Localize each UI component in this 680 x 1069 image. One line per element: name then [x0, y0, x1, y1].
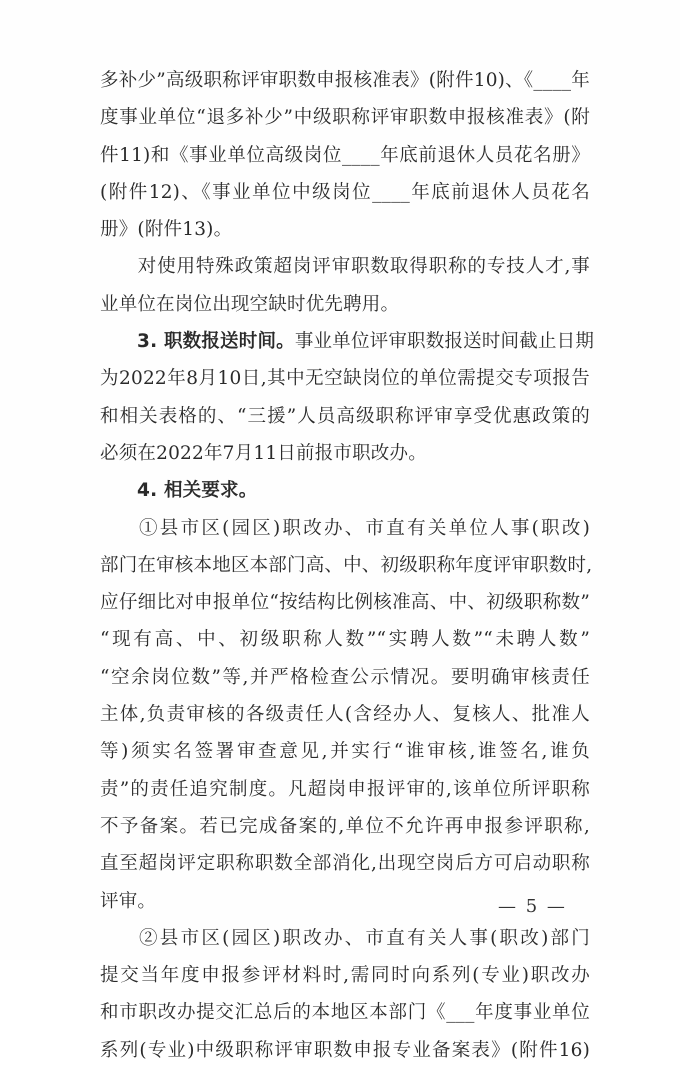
text-line — [100, 137, 590, 174]
line-text: 度事业单位“退多补少”中级职称评审职数申报核准表》(附 — [100, 107, 590, 129]
text-line — [100, 211, 590, 248]
line-text: ②县市区(园区)职改办、市直有关人事(职改)部门 — [137, 927, 591, 949]
line-text: 件11)和《事业单位高级岗位____年底前退休人员花名册》 — [100, 144, 590, 166]
line-text: 多补少”高级职称评审职数申报核准表》(附件10)、《____年 — [100, 70, 590, 91]
text-line — [100, 659, 590, 696]
line-text: 业单位在岗位出现空缺时优先聘用。 — [100, 293, 400, 315]
line-text: 主体,负责审核的各级责任人(含经办人、复核人、批准人 — [100, 704, 590, 726]
line-text: 对使用特殊政策超岗评审职数取得职称的专技人才,事 — [137, 256, 590, 278]
line-text: 系列(专业)中级职称评审职数申报专业备案表》(附件16) — [100, 1039, 590, 1061]
text-line — [100, 994, 590, 1031]
page-number: — 5 — — [498, 896, 567, 917]
text-line — [100, 435, 590, 472]
text-line — [100, 174, 590, 211]
line-text: 册》(附件13)。 — [100, 219, 233, 241]
text-line — [100, 957, 590, 994]
text-line — [100, 696, 590, 733]
section-number: 4. — [137, 480, 164, 502]
section-heading: 职数报送时间。 — [163, 331, 295, 353]
text-line — [100, 398, 590, 435]
line-text: 不予备案。若已完成备案的,单位不允许再申报参评职称, — [100, 815, 590, 837]
text-line — [100, 248, 590, 285]
line-text: 为2022年8月10日,其中无空缺岗位的单位需提交专项报告 — [100, 368, 590, 390]
text-line — [100, 845, 590, 882]
text-line — [100, 547, 593, 584]
line-text: “空余岗位数”等,并严格检查公示情况。要明确审核责任 — [100, 666, 590, 688]
line-text: ①县市区(园区)职改办、市直有关单位人事(职改) — [137, 517, 590, 539]
text-line — [100, 733, 590, 770]
line-text: 提交当年度申报参评材料时,需同时向系列(专业)职改办 — [100, 965, 590, 987]
line-text: 直至超岗评定职称职数全部消化,出现空岗后方可启动职称 — [100, 853, 590, 875]
text-line — [100, 920, 590, 957]
text-line — [100, 323, 595, 360]
line-text: “现有高、中、初级职称人数”“实聘人数”“未聘人数” — [100, 629, 590, 651]
text-line — [100, 360, 590, 397]
section-text: 事业单位评审职数报送时间截止日期 — [294, 331, 595, 353]
line-text: 必须在2022年7月11日前报市职改办。 — [100, 442, 427, 464]
text-line — [100, 286, 590, 323]
line-text: (附件12)、《事业单位中级岗位____年底前退休人员花名 — [100, 181, 590, 203]
line-text: 和相关表格的、“三援”人员高级职称评审享受优惠政策的 — [100, 405, 590, 427]
text-line — [100, 621, 590, 658]
line-text: 责”的责任追究制度。凡超岗申报评审的,该单位所评职称 — [100, 778, 590, 800]
text-line — [100, 62, 590, 99]
section-heading: 相关要求。 — [163, 480, 258, 502]
text-line — [100, 808, 590, 845]
text-line — [100, 472, 590, 509]
document-text — [100, 62, 595, 1069]
line-text: 应仔细比对申报单位“按结构比例核准高、中、初级职称数” — [100, 592, 590, 614]
section-number: 3. — [137, 331, 164, 353]
text-line — [100, 771, 590, 808]
line-text: 评审。 — [100, 890, 157, 912]
text-line — [100, 584, 590, 621]
text-line — [100, 1032, 590, 1069]
line-text: 等)须实名签署审查意见,并实行“谁审核,谁签名,谁负 — [100, 741, 590, 763]
line-text: 和市职改办提交汇总后的本地区本部门《___年度事业单位 — [100, 1002, 590, 1024]
line-text: 部门在审核本地区本部门高、中、初级职称年度评审职数时, — [100, 554, 593, 576]
text-line — [100, 510, 590, 547]
document-body — [100, 62, 595, 1069]
text-line — [100, 99, 590, 136]
